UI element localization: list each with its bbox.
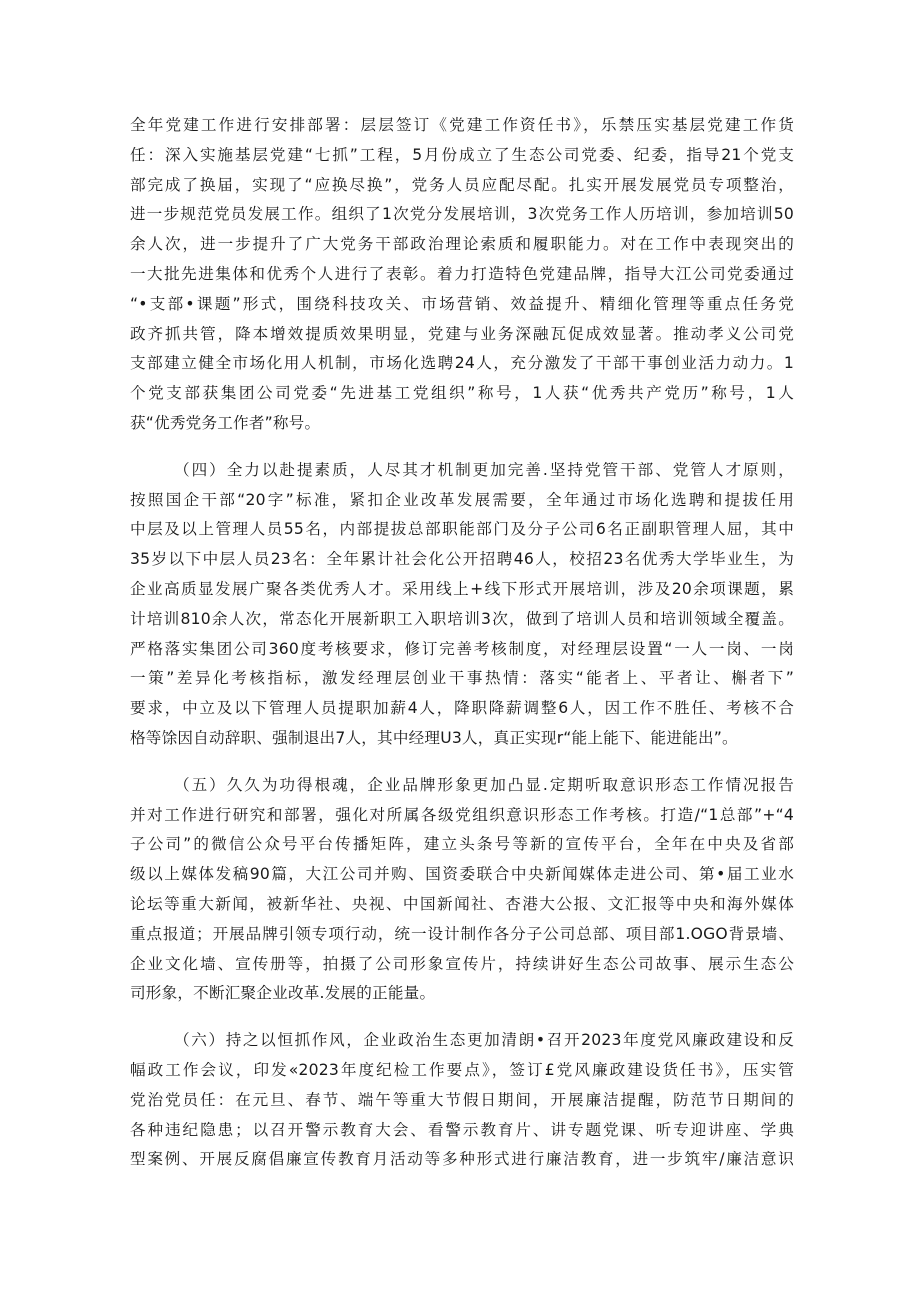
section-4-heading-line: （四）全力以赴提素质，人尽其才机制更加完善.坚持党管干部、党管人才原则， <box>174 460 794 479</box>
section-5-heading-line: （五）久久为功得根魂，企业品牌形象更加凸显.定期听取意识形态工作情况报告 <box>174 775 794 794</box>
text-line: 级以上媒体发稿90篇，大江公司并购、国资委联合中央新闻媒体走进公司、第•届工业水 <box>130 865 794 884</box>
text-line: 格等馀因自动辞职、强制退出7人，其中经理U3人，真正实现r“能上能下、能进能出”。 <box>130 728 738 747</box>
paragraph-section-6 <box>130 1026 794 1175</box>
text-line: 企业高质显发展广聚各类优秀人才。采用线上+线下形式开展培训，涉及20余项课题，累 <box>130 579 794 598</box>
text-line: 各种违纪隐患；以召开警示教育大会、看警示教育片、讲专题党课、听专迎讲座、学典 <box>130 1120 794 1139</box>
section-6-heading-line: （六）持之以恒抓作风，企业政治生态更加清朗•召开2023年度党风廉政建设和反 <box>174 1031 794 1050</box>
text-line: 余人次，进一步提升了广大党务干部政治理论索质和履职能力。对在工作中表现突出的 <box>130 235 794 254</box>
text-line: 个党支部获集团公司党委“先进基工党组织”称号，1人获“优秀共产党历”称号，1人 <box>130 384 794 403</box>
text-line: 全年党建工作进行安排部署：层层签订《党建工作资任书》，乐禁压实基层党建工作货 <box>130 116 794 134</box>
text-line: 型案例、开展反腐倡廉宣传教育月活动等多种形式进行廉洁教育，进一步筑牢/廉洁意识 <box>130 1150 794 1169</box>
text-line: 重点报道；开展品牌引领专项行动，统一设计制作各分子公司总部、项目部1.OGO背景墙、 <box>130 924 794 943</box>
paragraph-section-5 <box>130 771 794 1009</box>
text-line: 政齐抓共管，降本增效提质效果明显，党建与业务深融瓦促成效显著。推动孝义公司党 <box>130 324 794 343</box>
text-line: 幅政工作会议，印发«2023年度纪检工作要点》，签订£党风廉政建设货任书》，压实管 <box>130 1060 794 1079</box>
text-line: 子公司”的微信公众号平台传播矩阵，建立头条号等新的宣传平台，全年在中央及省部 <box>130 835 794 854</box>
text-line: 进一步规范党员发展工作。组织了1次党分发展培训，3次党务工作人历培训，参加培训50 <box>130 205 794 224</box>
text-line: 党治党员任：在元旦、春节、端午等重大节假日期间，开展廉洁提醒，防范节日期间的 <box>130 1090 794 1109</box>
paragraph-party-building <box>130 111 794 439</box>
text-line: 计培训810余人次，常态化开展新职工入职培训3次，做到了培训人员和培训领域全覆盖。 <box>130 609 794 628</box>
text-line: 要求，中立及以下管理人员提职加薪4人，降职降薪调整6人，因工作不胜任、考核不合 <box>130 699 794 718</box>
text-line: 论坛等重大新闻，被新华社、央视、中国新闻社、杏港大公报、文汇报等中央和海外媒体 <box>130 894 794 913</box>
text-line: 35岁以下中层人员23名：全年累计社会化公开招聘46人，校招23名优秀大学毕业生，为 <box>130 550 794 569</box>
text-line: 支部建立健全市场化用人机制，市场化选聘24人，充分激发了干部干事创业活力动力。1 <box>130 354 794 373</box>
text-line: 获“优秀党务工作者”称号。 <box>130 413 321 432</box>
document-body <box>130 111 794 1192</box>
text-line: 一策”差异化考核指标，激发经理层创业干事热情：落实“能者上、平者让、槲者下” <box>130 669 794 688</box>
text-line: 并对工作进行研究和部署，强化对所属各级党组织意识形态工作考核。打造/“1总部”+“4 <box>130 805 794 824</box>
text-line: 任：深入实施基层党建“七抓”工程，5月份成立了生态公司党委、纪委，指导21个党支 <box>130 145 794 164</box>
text-line: 中层及以上管理人员55名，内部提拔总部职能部门及分子公司6名正副职管理人屈，其中 <box>130 520 794 539</box>
paragraph-section-4 <box>130 456 794 754</box>
text-line: “•支部•课题”形式，围绕科技攻关、市场营销、效益提升、精细化管理等重点任务党 <box>130 294 794 313</box>
text-line: 部完成了换届，实现了“应换尽换”，党务人员应配尽配。扎实开展发展党员专项整治， <box>130 175 794 194</box>
text-line: 司形象，不断汇聚企业改革.发展的正能量。 <box>130 984 436 1003</box>
text-line: 一大批先进集体和优秀个人进行了表彰。着力打造特色党建品牌，指导大江公司党委通过 <box>130 264 794 283</box>
text-line: 企业文化墙、宣传册等，拍摄了公司形象宣传片，持续讲好生态公司故事、展示生态公 <box>130 954 794 973</box>
text-line: 严格落实集团公司360度考核要求，修订完善考核制度，对经理层设置“一人一岗、一岗 <box>130 639 794 658</box>
text-line: 按照国企干部“20字”标准，紧扣企业改革发展需要，全年通过市场化选聘和提拔任用 <box>130 490 794 509</box>
